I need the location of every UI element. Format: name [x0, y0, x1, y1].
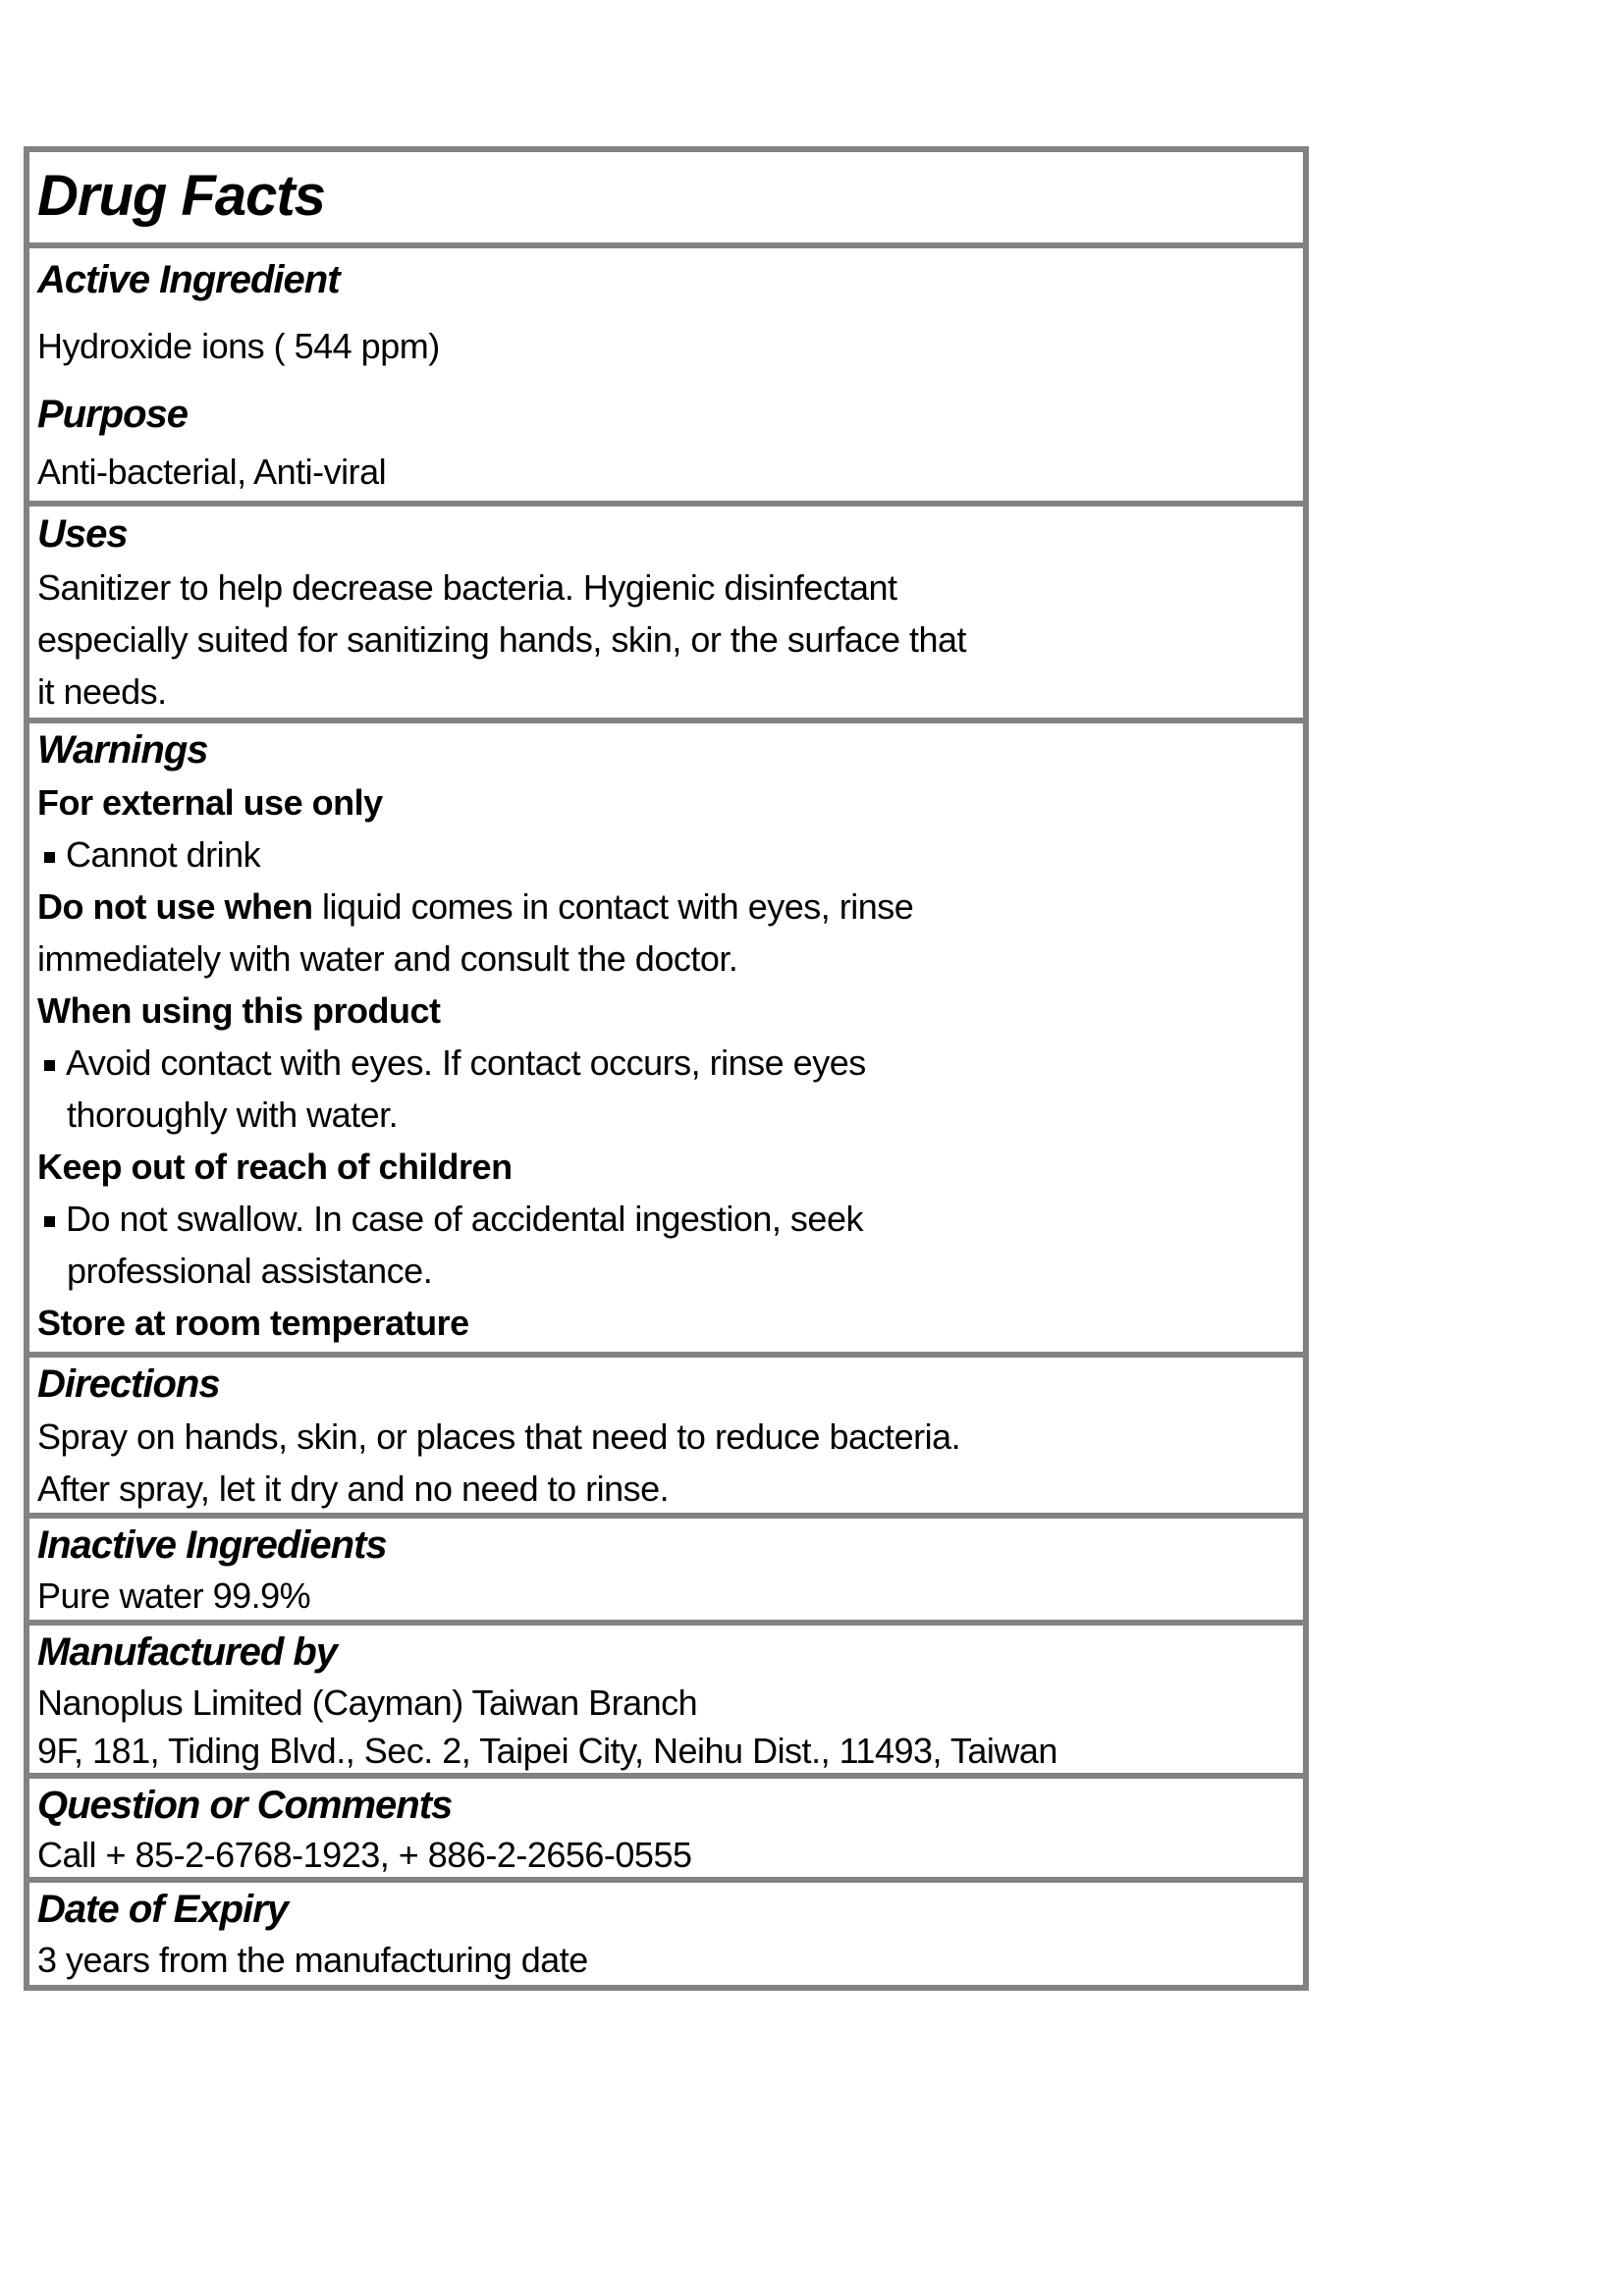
questions-phone-numbers: Call + 85-2-6768-1923, + 886-2-2656-0555: [37, 1835, 692, 1875]
uses-text-line: Sanitizer to help decrease bacteria. Hygienic disinfectant: [37, 567, 897, 608]
bullet-square-icon: [44, 1216, 55, 1227]
warnings-heading: Warnings: [37, 728, 208, 772]
section-questions-or-comments: [29, 1773, 1303, 1877]
warning-avoid-contact-line2: thoroughly with water.: [67, 1095, 399, 1135]
warning-do-not-use: [37, 881, 1289, 933]
manufacturer-name: Nanoplus Limited (Cayman) Taiwan Branch: [37, 1682, 698, 1723]
bullet-square-icon: [44, 1060, 55, 1071]
expiry-heading: Date of Expiry: [37, 1888, 288, 1931]
inactive-ingredients-value: Pure water 99.9%: [37, 1575, 311, 1616]
section-inactive-ingredients: [29, 1513, 1303, 1620]
warning-store: Store at room temperature: [37, 1303, 469, 1343]
uses-text-line: especially suited for sanitizing hands, skin, or the surface that: [37, 619, 967, 660]
purpose-heading: Purpose: [37, 393, 189, 436]
questions-heading: Question or Comments: [37, 1784, 453, 1827]
warning-avoid-contact: Avoid contact with eyes. If contact occurs, rinse eyes: [66, 1042, 866, 1083]
warning-bullet-item: [37, 828, 1289, 881]
directions-heading: Directions: [37, 1362, 220, 1406]
inactive-ingredients-heading: Inactive Ingredients: [37, 1523, 387, 1567]
warning-external-use: For external use only: [37, 782, 383, 823]
section-directions: [29, 1352, 1303, 1513]
active-ingredient-heading: Active Ingredient: [37, 258, 340, 301]
bullet-square-icon: [44, 852, 55, 863]
active-ingredient-value: Hydroxide ions ( 544 ppm): [37, 326, 440, 366]
warning-bullet-item: [37, 1037, 1289, 1089]
warning-do-not-swallow: Do not swallow. In case of accidental ingestion, seek: [66, 1199, 863, 1239]
warning-do-not-use-text-line2: immediately with water and consult the doctor.: [37, 938, 738, 979]
uses-heading: Uses: [37, 512, 128, 556]
warning-keep-out: Keep out of reach of children: [37, 1147, 513, 1187]
warning-do-not-use-label: Do not use when: [37, 886, 313, 927]
section-uses: [29, 501, 1303, 718]
directions-text-line: Spray on hands, skin, or places that need to reduce bacteria.: [37, 1416, 961, 1457]
expiry-value: 3 years from the manufacturing date: [37, 1940, 588, 1980]
warning-cannot-drink: Cannot drink: [66, 834, 261, 875]
warning-bullet-item: [37, 1193, 1289, 1245]
page-title: Drug Facts: [37, 164, 325, 228]
directions-text-line: After spray, let it dry and no need to rinse.: [37, 1468, 670, 1509]
section-warnings: [29, 718, 1303, 1352]
warning-when-using: When using this product: [37, 990, 441, 1031]
purpose-value: Anti-bacterial, Anti-viral: [37, 452, 387, 492]
uses-text-line: it needs.: [37, 671, 167, 712]
manufactured-by-heading: Manufactured by: [37, 1630, 338, 1674]
section-active-ingredient: [29, 242, 1303, 501]
warning-do-not-use-text: liquid comes in contact with eyes, rinse: [312, 886, 914, 927]
section-date-of-expiry: [29, 1877, 1303, 1985]
manufacturer-address: 9F, 181, Tiding Blvd., Sec. 2, Taipei City, Neihu Dist., 11493, Taiwan: [37, 1731, 1057, 1771]
warning-do-not-swallow-line2: professional assistance.: [67, 1251, 433, 1291]
drug-facts-panel: [24, 146, 1309, 1991]
section-title: [29, 152, 1303, 242]
section-manufactured-by: [29, 1620, 1303, 1773]
